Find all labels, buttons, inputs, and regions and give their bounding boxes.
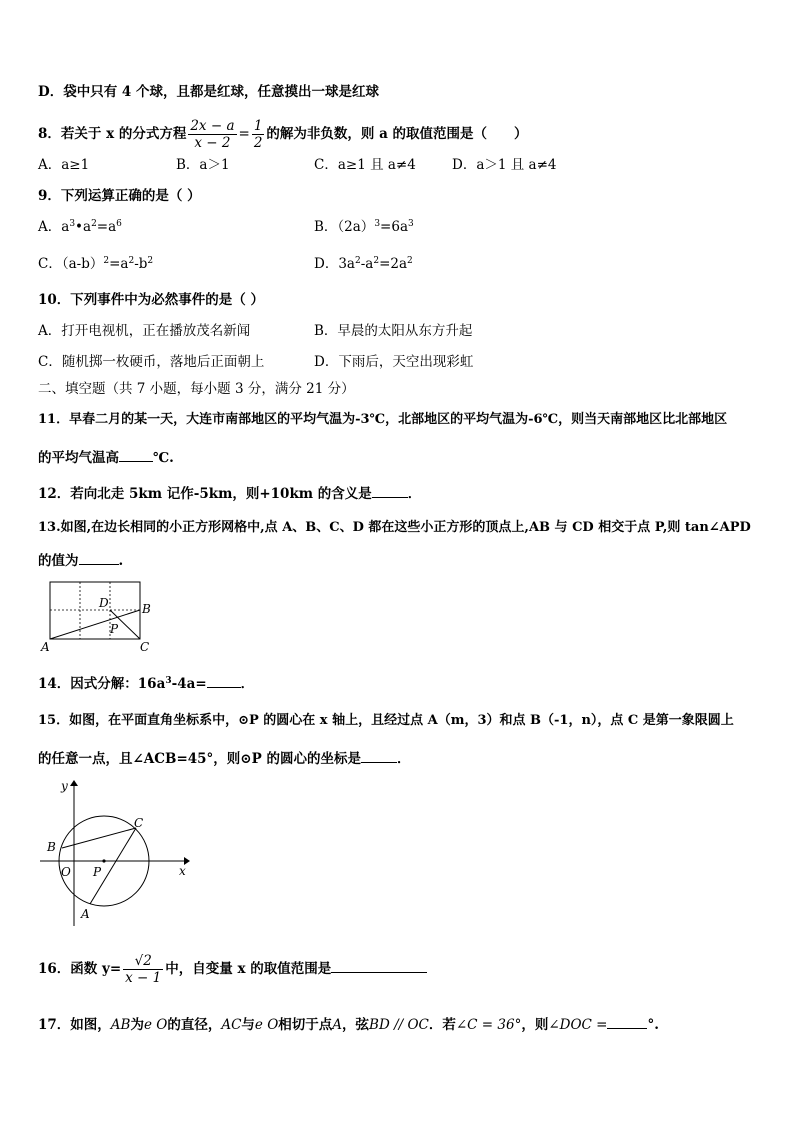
q13-label-c: C — [140, 640, 150, 654]
q13-label-a: A — [41, 640, 50, 654]
q13-grid-border — [50, 582, 140, 639]
q10-option-c: C．随机掷一枚硬币，落地后正面朝上 — [38, 354, 265, 370]
q8-frac1-numerator: 2x − a — [190, 118, 235, 134]
q16-denominator: x − 1 — [125, 970, 162, 986]
q15-label-b: B — [47, 840, 56, 854]
q15-label-x: x — [179, 864, 186, 878]
q15-coordinate-figure — [38, 778, 190, 930]
q8-option-d: D．a＞1 且 a≠4 — [452, 157, 557, 173]
q11-line-1: 11．早春二月的某一天，大连市南部地区的平均气温为-3℃，北部地区的平均气温为-6℃，则当天南部地区比北部地区 — [38, 412, 728, 427]
q8-option-c: C．a≥1 且 a≠4 — [314, 157, 416, 173]
q12-stem: 12．若向北走 5km 记作-5km，则+10km 的含义是 ． — [38, 483, 421, 503]
q15-label-y: y — [61, 779, 68, 793]
q8-frac2-denominator: 2 — [253, 135, 263, 151]
q15-label-o: O — [61, 865, 71, 879]
q15-center-point — [102, 859, 105, 862]
q15-label-p: P — [93, 865, 102, 879]
q10-option-d: D．下雨后，天空出现彩虹 — [314, 354, 474, 370]
q8-stem — [38, 118, 528, 151]
q10-stem: 10．下列事件中为必然事件的是（ ） — [38, 292, 264, 308]
q10-option-a: A．打开电视机，正在播放茂名新闻 — [38, 323, 251, 339]
q8-suffix: 的解为非负数，则 a 的取值范围是（ ） — [266, 126, 528, 142]
q13-label-p: P — [110, 622, 119, 636]
q17-answer-blank[interactable] — [607, 1014, 647, 1029]
q13-line-1: 13.如图,在边长相同的小正方形网格中,点 A、B、C、D 都在这些小正方形的顶点上,AB 与 CD 相交于点 P,则 tan∠APD — [38, 520, 751, 535]
q9-option-d: D．$3a^2-a^2=2a^2$ — [314, 256, 413, 272]
q13-label-d: D — [99, 596, 109, 610]
q8-fraction-2 — [252, 118, 265, 151]
q13-line-2: 的值为 . — [38, 550, 123, 570]
q17-stem: 17．如图，AB为e O的直径，AC与e O相切于点A，弦BD // OC．若∠C = 36°，则∠DOC = °. — [38, 1014, 659, 1034]
q7-option-d: D．袋中只有 4 个球，且都是红球，任意摸出一球是红球 — [38, 84, 379, 100]
q15-label-c: C — [134, 816, 144, 830]
q14-stem: 14．因式分解：$16a^3-4a=$ ． — [38, 673, 254, 693]
q15-line-1: 15．如图，在平面直角坐标系中，⊙P 的圆心在 x 轴上，且经过点 A（m，3）和点 B（-1，n），点 C 是第一象限圆上 — [38, 713, 734, 728]
q15-segment-bc — [62, 828, 136, 848]
q11-line-2: 的平均气温高 ℃. — [38, 447, 174, 467]
q9-option-c: C．$(a-b)^2=a^2-b^2$ — [38, 256, 154, 272]
section-heading-fill-in: 二、填空题（共 7 小题，每小题 3 分，满分 21 分） — [38, 381, 355, 397]
q8-frac2-numerator: 1 — [253, 118, 263, 134]
q8-option-a: A．a≥1 — [38, 157, 90, 173]
q16-stem: 16．函数 y= $\frac{√2}{x - 1}$ 中，自变量 x 的取值范围是 — [38, 952, 427, 986]
q8-fraction-1 — [188, 118, 236, 151]
q16-answer-blank[interactable] — [331, 958, 427, 973]
q9-option-b: B．$(2a)^3=6a^3$ — [314, 219, 414, 235]
q11-answer-blank[interactable] — [119, 447, 153, 462]
q15-answer-blank[interactable] — [361, 748, 397, 763]
q13-answer-blank[interactable] — [79, 550, 119, 565]
q13-label-b: B — [142, 602, 151, 616]
q10-option-b: B．早晨的太阳从东方升起 — [314, 323, 473, 339]
q13-segment-ab — [50, 610, 140, 639]
q12-answer-blank[interactable] — [372, 483, 408, 498]
q8-equals: = — [238, 126, 250, 142]
q8-frac1-denominator: x − 2 — [194, 135, 231, 151]
q9-option-a: A．$a^3•a^2=a^6$ — [38, 219, 122, 235]
q9-stem: 9．下列运算正确的是（ ） — [38, 188, 201, 204]
q8-option-b: B．a＞1 — [176, 157, 230, 173]
q15-line-2: 的任意一点，且∠ACB=45°，则⊙P 的圆心的坐标是 ． — [38, 748, 410, 768]
q13-grid-figure — [40, 578, 158, 654]
q14-answer-blank[interactable] — [207, 673, 241, 688]
q15-label-a: A — [81, 907, 90, 921]
q16-numerator: √2 — [123, 953, 163, 970]
q15-y-axis-arrow — [70, 780, 78, 786]
q8-prefix: 8．若关于 x 的分式方程 — [38, 126, 187, 142]
q16-fraction — [123, 953, 163, 986]
